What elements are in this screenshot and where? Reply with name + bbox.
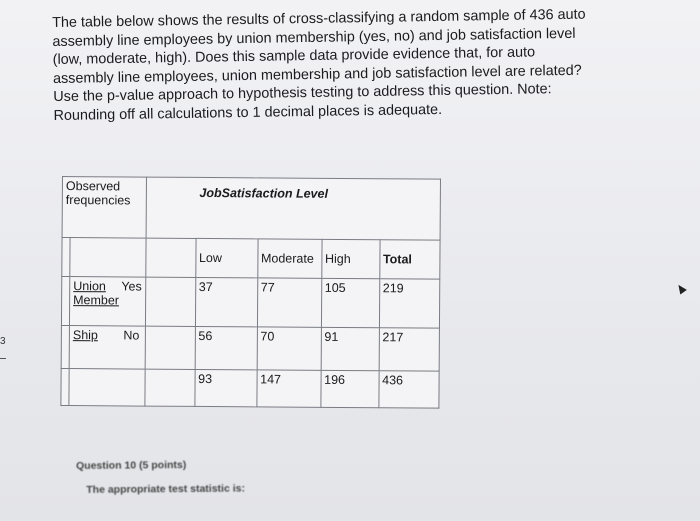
question-footer [76, 459, 245, 496]
col-low-header: Low [195, 238, 257, 277]
job-satisfaction-header [146, 177, 440, 240]
table-row [61, 277, 439, 329]
table-row [61, 368, 439, 408]
observed-frequencies-cell [62, 177, 146, 239]
table-row [61, 325, 439, 371]
question-text [52, 5, 654, 126]
union-member-cell [69, 277, 145, 327]
job-satisfaction-label: JobSatisfaction Level [199, 185, 329, 201]
empty-cell [70, 238, 146, 278]
empty-cell [145, 326, 195, 369]
mouse-cursor-icon [675, 283, 687, 295]
table-cell: 219 [379, 279, 439, 328]
frequencies-label: frequencies [65, 193, 131, 208]
table-cell: 56 [195, 326, 257, 369]
question-label: Question 10 (5 points) [76, 459, 187, 472]
table-cell: 217 [379, 328, 439, 371]
empty-cell [145, 277, 195, 326]
table-cell: 93 [194, 369, 256, 406]
contingency-table-wrapper [60, 176, 440, 409]
side-marker-dash [0, 358, 6, 359]
table-cell: 70 [257, 327, 321, 370]
question-line: assembly line employees, union membership and job satisfaction level are related? [52, 62, 582, 87]
table-cell: 147 [256, 370, 320, 407]
table-column-headers [62, 238, 440, 280]
observed-label: Observed [65, 179, 121, 194]
question-line: Rounding off all calculations to 1 decimal places is adequate. [53, 101, 443, 124]
col-total-header: Total [379, 240, 439, 279]
contingency-table [60, 176, 440, 409]
empty-cell [145, 238, 195, 277]
ship-label: Ship [72, 328, 98, 343]
table-cell: 37 [195, 277, 257, 326]
question-line: Use the p-value approach to hypothesis testing to address this question. Note: [53, 81, 552, 106]
statistic-prompt: The appropriate test statistic is: [86, 482, 246, 496]
empty-cell [62, 238, 70, 277]
member-label: Member [73, 293, 120, 308]
no-label: No [123, 328, 140, 343]
question-line: The table below shows the results of cross-classifying a random sample of 436 auto [52, 6, 586, 31]
col-high-header: High [321, 239, 379, 278]
table-cell: 105 [321, 278, 379, 327]
table-cell: 91 [321, 327, 379, 370]
empty-cell [144, 369, 194, 406]
yes-label: Yes [121, 279, 142, 294]
question-line: assembly line employees by union membership (yes, no) and job satisfaction level [52, 25, 576, 50]
side-marker-text: 3 [0, 336, 6, 347]
ship-cell [69, 326, 145, 370]
table-cell: 77 [257, 278, 321, 327]
col-moderate-header: Moderate [257, 239, 321, 278]
union-label: Union [73, 279, 106, 294]
table-cell: 436 [378, 371, 438, 408]
side-marker [0, 336, 6, 366]
empty-cell [61, 368, 69, 405]
empty-cell [69, 369, 145, 407]
table-header-row [62, 177, 440, 241]
question-line: (low, moderate, high). Does this sample data provide evidence that, for auto [52, 44, 536, 69]
table-cell: 196 [320, 370, 378, 407]
